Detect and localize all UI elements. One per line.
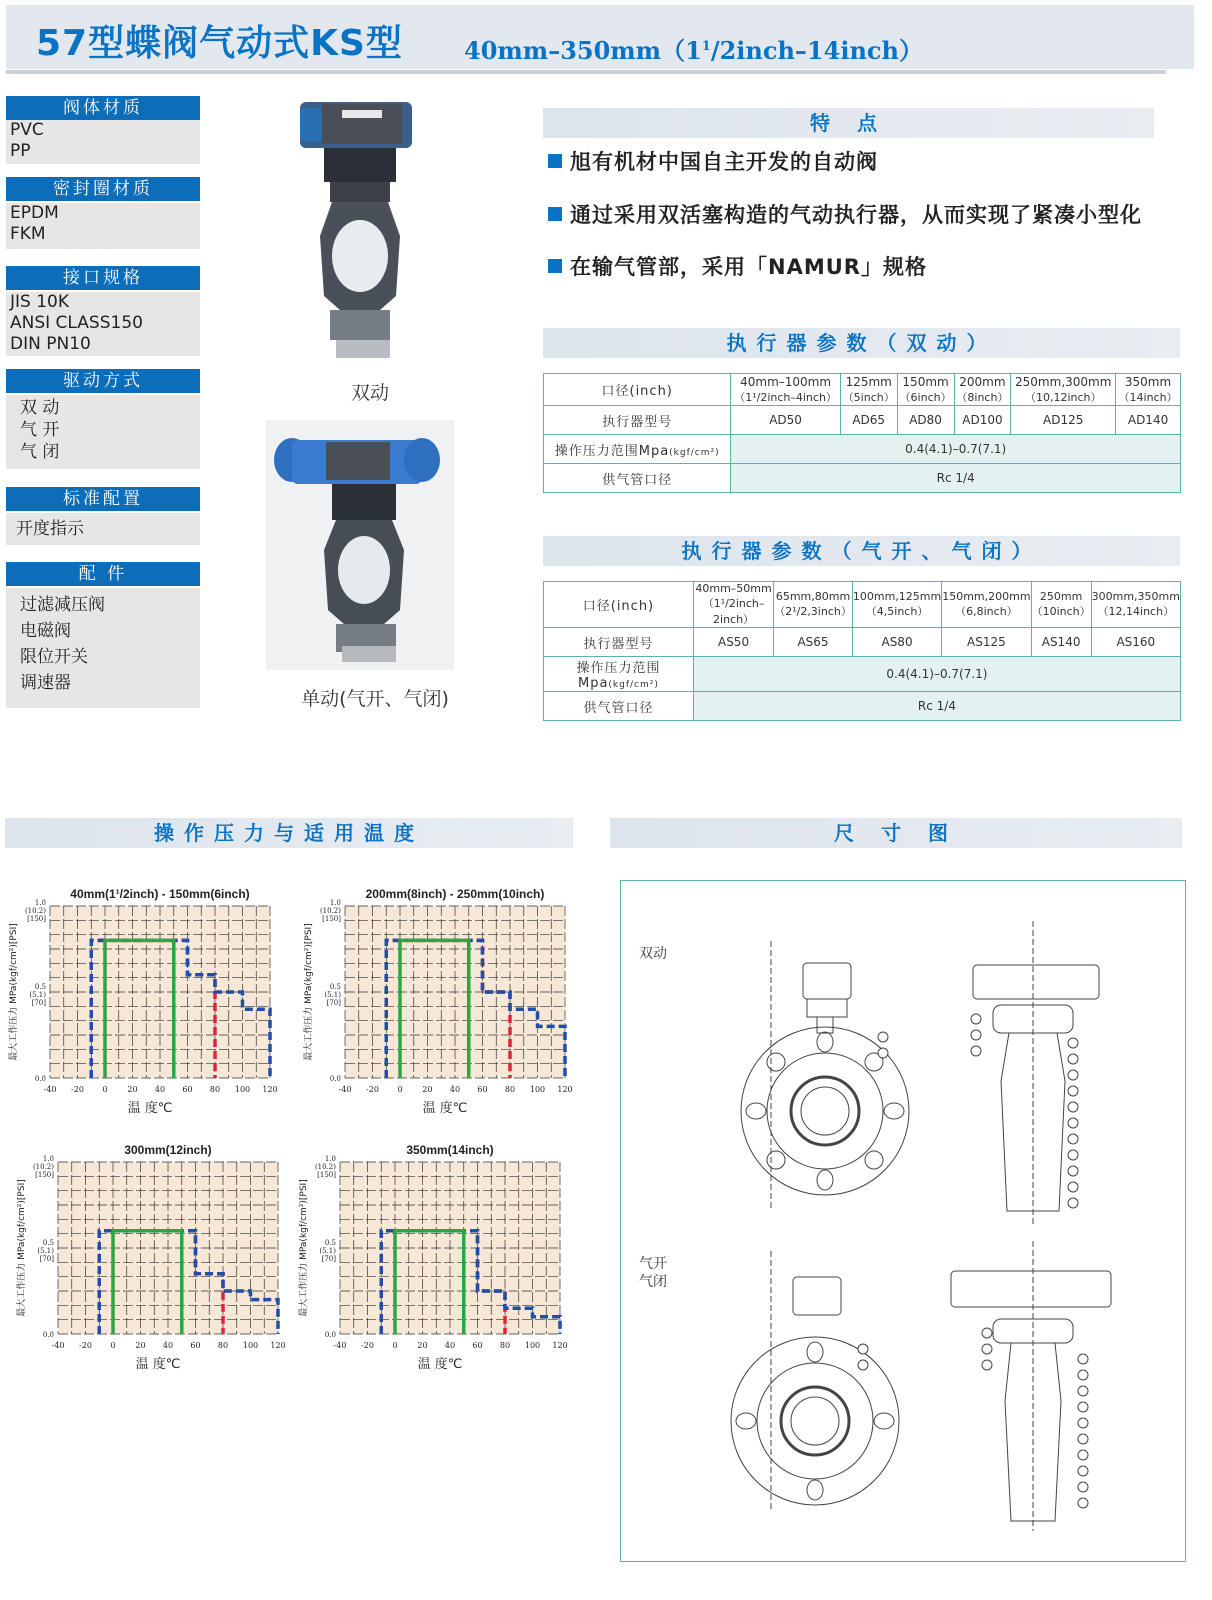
x-tick-label: 120: [270, 1341, 286, 1350]
y-tick-label: [150]: [322, 915, 341, 923]
y-tick-label: [70]: [326, 999, 341, 1007]
pressure-cell: 0.4(4.1)–0.7(7.1): [693, 657, 1180, 692]
x-axis-label: 温 度℃: [127, 1101, 173, 1116]
model-cell: AS80: [852, 628, 941, 657]
size-cell: 65mm,80mm （2¹/2,3inch）: [774, 582, 853, 628]
y-tick-label: [150]: [35, 1171, 54, 1179]
x-tick-label: 120: [552, 1341, 568, 1350]
y-tick-label: (10.2): [24, 907, 46, 915]
actuator-table-double: [543, 373, 1181, 493]
row-label: 执行器型号: [544, 628, 694, 657]
feature-item: 在输气管部，采用「NAMUR」规格: [548, 251, 927, 281]
chart-panel: [7, 887, 278, 1116]
y-tick-label: (10.2): [314, 1163, 336, 1171]
accessories-title: 配 件: [6, 562, 200, 586]
standard-list: [6, 513, 200, 545]
x-tick-label: -40: [51, 1341, 65, 1350]
bullet-square-icon: [548, 259, 562, 273]
x-tick-label: -20: [361, 1341, 374, 1350]
features-title: 特 点: [543, 108, 1154, 138]
y-tick-label: (5.1): [37, 1247, 54, 1255]
size-cell: 150mm,200mm （6,8inch）: [942, 582, 1031, 628]
y-tick-label: 1.0: [324, 1155, 336, 1163]
body-material-list: [6, 120, 200, 164]
y-tick-label: (5.1): [29, 991, 46, 999]
x-axis-label: 温 度℃: [135, 1357, 181, 1372]
list-item: 电磁阀: [20, 621, 71, 641]
page-title: 57型蝶阀气动式KS型: [36, 23, 403, 64]
y-tick-label: 1.0: [329, 899, 341, 907]
model-cell: AS160: [1091, 628, 1180, 657]
x-axis-label: 温 度℃: [417, 1357, 463, 1372]
chart-panel: [302, 887, 573, 1116]
x-tick-label: 80: [504, 1085, 516, 1094]
model-cell: AS65: [774, 628, 853, 657]
dimension-drawing: [621, 881, 1185, 1561]
x-tick-label: 0: [392, 1341, 398, 1350]
size-cell: 350mm （14inch）: [1116, 374, 1181, 406]
x-tick-label: -20: [71, 1085, 84, 1094]
chart-title: 350mm(14inch): [406, 1143, 494, 1157]
size-cell: 250mm （10inch）: [1031, 582, 1091, 628]
x-tick-label: 40: [154, 1085, 166, 1094]
list-item: 气 闭: [20, 442, 60, 462]
list-item: 过滤减压阀: [20, 595, 105, 615]
chart-title: 300mm(12inch): [124, 1143, 212, 1157]
x-tick-label: 120: [262, 1085, 278, 1094]
title-bar: [6, 5, 1194, 69]
x-tick-label: 20: [135, 1341, 146, 1350]
caption-double: 双动: [350, 382, 389, 404]
list-item: JIS 10K: [10, 292, 70, 312]
row-label: 供气管口径: [544, 464, 731, 493]
x-tick-label: 80: [209, 1085, 221, 1094]
label-close: 气闭: [639, 1274, 667, 1290]
model-cell: AD80: [897, 406, 954, 435]
y-tick-label: (5.1): [324, 991, 341, 999]
double-acting-valve-image: [272, 96, 440, 364]
drive-list: [6, 395, 200, 469]
x-tick-label: -40: [333, 1341, 347, 1350]
x-axis-label: 温 度℃: [422, 1101, 468, 1116]
size-cell: 100mm,125mm （4,5inch）: [852, 582, 941, 628]
seal-material-list: [6, 203, 200, 249]
x-tick-label: 20: [417, 1341, 428, 1350]
chart-panel: [297, 1143, 568, 1372]
title-underline: [6, 70, 1166, 74]
x-tick-label: 100: [524, 1341, 541, 1350]
pressure-temp-title: 操作压力与适用温度: [5, 818, 573, 848]
x-tick-label: 0: [102, 1085, 108, 1094]
y-tick-label: [150]: [317, 1171, 336, 1179]
list-item: 限位开关: [20, 647, 88, 667]
size-cell: 200mm （8inch）: [954, 374, 1011, 406]
x-tick-label: -20: [366, 1085, 379, 1094]
dimension-drawing-panel: [620, 880, 1186, 1562]
bullet-square-icon: [548, 154, 562, 168]
y-tick-label: 0.0: [34, 1075, 46, 1083]
bullet-square-icon: [548, 207, 562, 221]
y-tick-label: 1.0: [42, 1155, 54, 1163]
x-tick-label: 60: [472, 1341, 483, 1350]
seal-material-title: 密封圈材质: [6, 177, 200, 201]
row-label: 执行器型号: [544, 406, 731, 435]
model-cell: AS125: [942, 628, 1031, 657]
body-material-title: 阀体材质: [6, 96, 200, 120]
x-tick-label: 60: [190, 1341, 201, 1350]
x-tick-label: 0: [110, 1341, 116, 1350]
x-tick-label: -20: [79, 1341, 92, 1350]
row-label: 操作压力范围Mpa(kgf/cm²): [544, 657, 694, 692]
model-cell: AD100: [954, 406, 1011, 435]
chart-panel: [15, 1143, 286, 1372]
x-tick-label: 100: [234, 1085, 251, 1094]
list-item: ANSI CLASS150: [10, 313, 143, 333]
x-tick-label: -40: [43, 1085, 57, 1094]
y-tick-label: 0.0: [329, 1075, 341, 1083]
single-acting-valve-image: [266, 420, 454, 670]
table-double-title: 执行器参数（双动）: [543, 328, 1180, 358]
label-double: 双动: [639, 946, 667, 962]
y-tick-label: 0.5: [42, 1239, 54, 1247]
size-range: $40mm-350mm(1^1/2inch-14inch)$: [464, 36, 923, 65]
pressure-temperature-charts: [0, 870, 600, 1390]
size-cell: 125mm （5inch）: [840, 374, 897, 406]
size-cell: 40mm–100mm （1¹/2inch–4inch）: [731, 374, 840, 406]
size-cell: 250mm,300mm （10,12inch）: [1011, 374, 1116, 406]
x-tick-label: 20: [422, 1085, 433, 1094]
list-item: 开度指示: [16, 519, 84, 539]
y-tick-label: [70]: [39, 1255, 54, 1263]
y-axis-label: 最大工作压力 MPa(kgf/cm²)[PSI]: [304, 923, 314, 1061]
y-axis-label: 最大工作压力 MPa(kgf/cm²)[PSI]: [9, 923, 19, 1061]
port-cell: Rc 1/4: [731, 464, 1181, 493]
y-tick-label: 0.5: [324, 1239, 336, 1247]
y-tick-label: [150]: [27, 915, 46, 923]
x-tick-label: 0: [397, 1085, 403, 1094]
model-cell: AS50: [693, 628, 773, 657]
x-tick-label: 40: [449, 1085, 461, 1094]
list-item: DIN PN10: [10, 334, 91, 354]
x-tick-label: 40: [162, 1341, 174, 1350]
y-tick-label: 0.5: [34, 983, 46, 991]
size-cell: 150mm （6inch）: [897, 374, 954, 406]
row-label: 供气管口径: [544, 692, 694, 721]
y-tick-label: 0.0: [324, 1331, 336, 1339]
y-tick-label: (5.1): [319, 1247, 336, 1255]
model-cell: AS140: [1031, 628, 1091, 657]
y-tick-label: [70]: [321, 1255, 336, 1263]
list-item: EPDM: [10, 203, 59, 223]
table-single-title: 执行器参数（气开、气闭）: [543, 536, 1180, 566]
dimension-title: 尺 寸 图: [610, 818, 1182, 848]
list-item: PVC: [10, 120, 44, 140]
y-tick-label: [70]: [31, 999, 46, 1007]
y-tick-label: 0.0: [42, 1331, 54, 1339]
model-cell: AD50: [731, 406, 840, 435]
x-tick-label: 100: [529, 1085, 546, 1094]
feature-item: 通过采用双活塞构造的气动执行器，从而实现了紧凑小型化: [548, 199, 1142, 229]
actuator-table-single: [543, 581, 1181, 721]
x-tick-label: 60: [182, 1085, 193, 1094]
model-cell: AD65: [840, 406, 897, 435]
list-item: 气 开: [20, 420, 60, 440]
row-label: 口径(inch): [544, 374, 731, 406]
chart-title: 200mm(8inch) - 250mm(10inch): [365, 887, 545, 901]
x-tick-label: 120: [557, 1085, 573, 1094]
x-tick-label: 80: [217, 1341, 229, 1350]
connection-title: 接口规格: [6, 266, 200, 290]
size-cell: 40mm–50mm （1¹/2inch–2inch）: [695, 582, 772, 626]
standard-title: 标准配置: [6, 487, 200, 511]
feature-item: 旭有机材中国自主开发的自动阀: [548, 146, 878, 176]
row-label: 口径(inch): [544, 582, 694, 628]
y-tick-label: 1.0: [34, 899, 46, 907]
y-axis-label: 最大工作压力 MPa(kgf/cm²)[PSI]: [17, 1179, 27, 1317]
accessories-list: [6, 588, 200, 708]
size-cell: 300mm,350mm （12,14inch）: [1091, 582, 1180, 628]
x-tick-label: 40: [444, 1341, 456, 1350]
list-item: 调速器: [20, 673, 71, 693]
chart-title: 40mm(1¹/2inch) - 150mm(6inch): [70, 887, 250, 901]
port-cell: Rc 1/4: [693, 692, 1180, 721]
x-tick-label: 60: [477, 1085, 488, 1094]
connection-list: [6, 292, 200, 356]
label-open: 气开: [639, 1256, 667, 1272]
row-label: 操作压力范围Mpa(kgf/cm²): [544, 435, 731, 464]
drive-title: 驱动方式: [6, 369, 200, 393]
x-tick-label: -40: [338, 1085, 352, 1094]
pressure-cell: 0.4(4.1)–0.7(7.1): [731, 435, 1181, 464]
model-cell: AD125: [1011, 406, 1116, 435]
list-item: FKM: [10, 224, 46, 244]
x-tick-label: 20: [127, 1085, 138, 1094]
y-tick-label: (10.2): [32, 1163, 54, 1171]
list-item: 双 动: [20, 398, 60, 418]
model-cell: AD140: [1116, 406, 1181, 435]
x-tick-label: 100: [242, 1341, 259, 1350]
x-tick-label: 80: [499, 1341, 511, 1350]
y-tick-label: 0.5: [329, 983, 341, 991]
y-tick-label: (10.2): [319, 907, 341, 915]
y-axis-label: 最大工作压力 MPa(kgf/cm²)[PSI]: [299, 1179, 309, 1317]
caption-single: 单动(气开、气闭): [301, 688, 449, 710]
list-item: PP: [10, 141, 31, 161]
